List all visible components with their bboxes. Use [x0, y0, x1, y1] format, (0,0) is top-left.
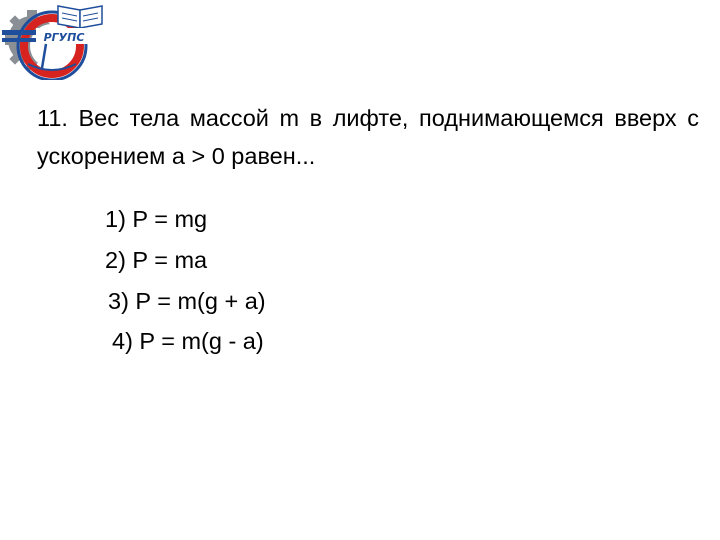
university-logo-icon [2, 0, 106, 80]
answer-option-3: 3) P = m(g + a) [108, 288, 266, 314]
answer-option-1: 1) P = mg [105, 206, 208, 232]
svg-text:РГУПС: РГУПС [43, 31, 85, 44]
question-text: 11. Вес тела массой m в лифте, поднимающемся вверх с ускорением a > 0 равен... [37, 105, 699, 169]
answer-option-2: 2) P = ma [105, 247, 208, 273]
answer-option-4: 4) P = m(g - a) [112, 328, 264, 354]
